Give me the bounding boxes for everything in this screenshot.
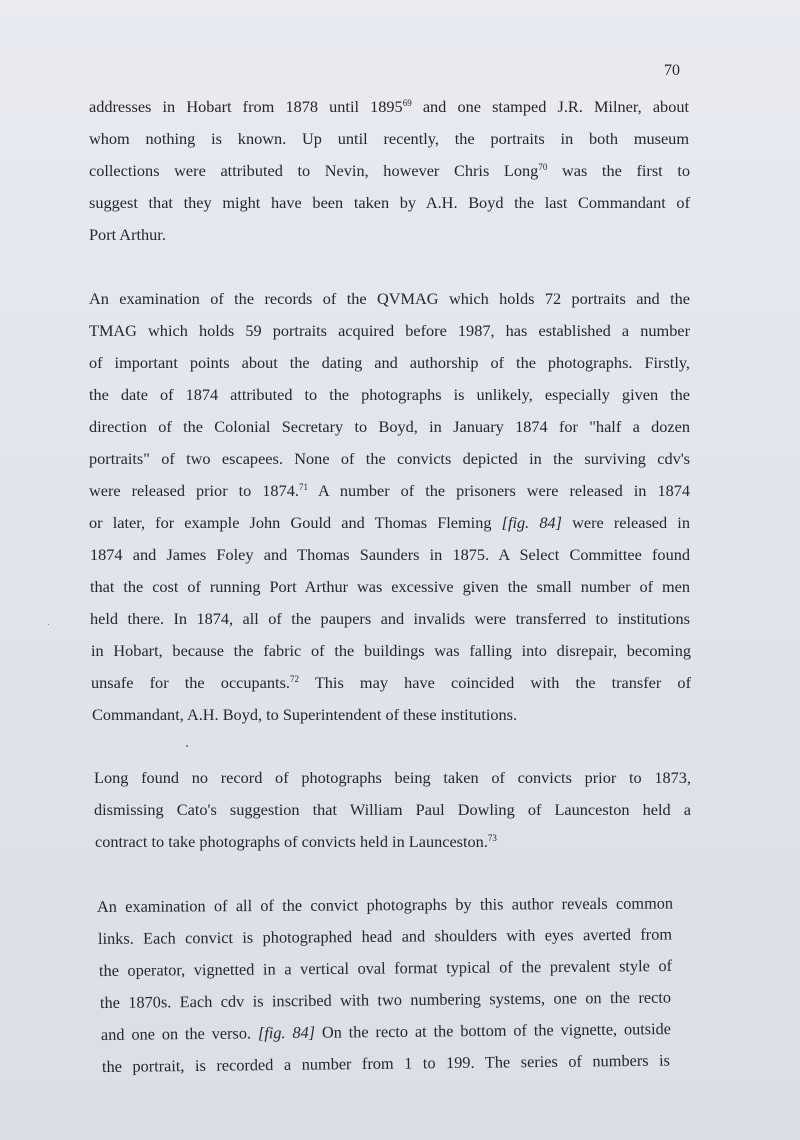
text-line: portraits" of two escapees. None of the convicts depicted in the surviving cdv's (89, 449, 690, 468)
text-line: Long found no record of photographs being taken of convicts prior to 1873, (94, 768, 691, 787)
text-line: suggest that they might have been taken by A.H. Boyd the last Commandant of (89, 193, 690, 212)
text-line: direction of the Colonial Secretary to Boyd, in January 1874 for "half a dozen (89, 417, 690, 436)
text-line: Commandant, A.H. Boyd, to Superintendent of these institutions. (92, 705, 518, 724)
text-line: collections were attributed to Nevin, however Chris Long$^{70}$ was the first to (89, 161, 690, 180)
text-line: dismissing Cato's suggestion that William Paul Dowling of Launceston held a (94, 800, 691, 819)
text-line: were released prior to 1874.71 A number of the prisoners were released in 1874 (89, 481, 691, 500)
text-line: that the cost of running Port Arthur was excessive given the small number of men (90, 577, 690, 596)
text-line: the operator, vignetted in a vertical oval format typical of the prevalent style of (98, 956, 673, 980)
text-line: in Hobart, because the fabric of the buildings was falling into disrepair, becoming (91, 641, 691, 660)
ink-speck (48, 624, 49, 625)
figure-reference: [fig. 84] (257, 1022, 316, 1043)
text-line: the portrait, is recorded a number from 1 to 199. The series of numbers is (101, 1050, 671, 1076)
text-line: TMAG which holds 59 portraits acquired before 1987, has established a number (89, 321, 690, 340)
text-line: of important points about the dating and authorship of the photographs. Firstly, (89, 353, 690, 372)
text-line: 1874 and James Foley and Thomas Saunders in 1875. A Select Committee found (90, 545, 690, 564)
footnote-ref: 70 (538, 162, 548, 172)
text-line: An examination of the records of the QVMAG which holds 72 portraits and the (89, 289, 690, 308)
text-line: the 1870s. Each cdv is inscribed with two numbering systems, one on the recto (99, 987, 672, 1012)
text-line: held there. In 1874, all of the paupers and invalids were transferred to institutions (90, 609, 690, 628)
text-line: unsafe for the occupants.$^{72}$ This may have coincided with the transfer of (91, 673, 691, 692)
text-line: contract to take photographs of convicts held in Launceston.$^{73}$ (95, 832, 497, 851)
page-number: 70 (664, 62, 680, 79)
text-line: An examination of all of the convict photographs by this author reveals common (96, 893, 674, 916)
text-line: and one on the verso. [fig. 84] On the recto at the bottom of the vignette, outside (100, 1019, 672, 1044)
footnote-ref: 72 (289, 674, 299, 684)
text-line: or later, for example John Gould and Thomas Fleming [fig. 84] were released in (89, 513, 690, 532)
footnote-ref: 73 (487, 833, 497, 843)
text-line: addresses in Hobart from 1878 until 1895$^{69}$ and one stamped J.R. Milner, about (89, 97, 689, 116)
text-line: the date of 1874 attributed to the photographs is unlikely, especially given the (89, 385, 690, 404)
text-line: Port Arthur. (89, 225, 166, 244)
footnote-ref: 69 (402, 98, 412, 108)
figure-reference: [fig. 84] (501, 513, 562, 532)
footnote-ref: 71 (298, 482, 308, 492)
text-line: whom nothing is known. Up until recently, the portraits in both museum (89, 129, 689, 148)
text-line: links. Each convict is photographed head and shoulders with eyes averted from (97, 924, 673, 948)
ink-speck (186, 745, 188, 747)
